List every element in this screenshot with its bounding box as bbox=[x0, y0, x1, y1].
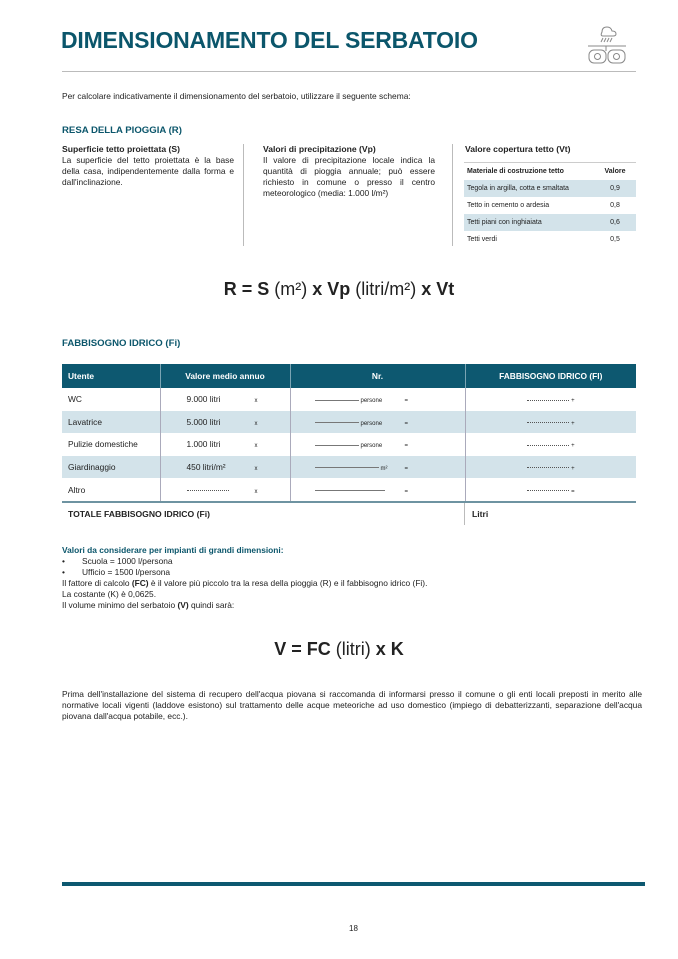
v-bold: (V) bbox=[177, 600, 189, 610]
superficie-title: Superficie tetto proiettata (S) bbox=[62, 144, 180, 154]
list-item: • Scuola = 1000 l/persona bbox=[62, 556, 173, 566]
equals-sign: = bbox=[404, 420, 409, 427]
nr-cell bbox=[290, 388, 465, 411]
col-header-material: Materiale di costruzione tetto bbox=[464, 163, 594, 180]
fabbisogno-input[interactable] bbox=[527, 490, 569, 491]
nr-unit: persone bbox=[360, 398, 383, 405]
table-row bbox=[464, 231, 636, 248]
list-item-text: Ufficio = 1500 l/persona bbox=[82, 567, 171, 577]
fabbisogno-input[interactable] bbox=[527, 400, 569, 401]
precipitazione-title: Valori di precipitazione (Vp) bbox=[263, 144, 376, 154]
material-cell: Tegola in argilla, cotta e smaltata bbox=[464, 180, 594, 197]
page-number: 18 bbox=[349, 924, 358, 933]
formula-s-unit: (m²) bbox=[274, 279, 308, 299]
intro-text: Per calcolare indicativamente il dimensionamento del serbatoio, utilizzare il seguente schema: bbox=[62, 91, 411, 101]
valore-cell bbox=[160, 388, 290, 411]
value-cell: 0,8 bbox=[610, 201, 620, 209]
multiply-sign: x bbox=[254, 488, 258, 495]
nr-input[interactable] bbox=[315, 445, 359, 446]
page-title: DIMENSIONAMENTO DEL SERBATOIO bbox=[61, 27, 478, 53]
formula-v bbox=[0, 639, 678, 660]
valore-cell bbox=[160, 433, 290, 456]
value-cell: 0,9 bbox=[594, 180, 636, 197]
formula-vp: x Vp bbox=[312, 279, 351, 299]
fabbisogno-cell bbox=[465, 456, 636, 479]
valore-text: 9.000 litri bbox=[186, 394, 221, 405]
row-operator: = bbox=[571, 488, 575, 495]
formula-vp-unit: (litri/m²) bbox=[355, 279, 417, 299]
valore-cell bbox=[160, 411, 290, 434]
row-operator: + bbox=[571, 466, 575, 473]
equals-sign: = bbox=[404, 398, 409, 405]
material-cell: Tetti verdi bbox=[467, 235, 497, 243]
value-cell: 0,6 bbox=[594, 214, 636, 231]
precipitazione-text: Il valore di precipitazione locale indica la quantità di pioggia annuale; può essere richiesto in comune o presso il centro meteorologico (media: 1.000 l/m²) bbox=[263, 155, 435, 198]
formula-vt: x Vt bbox=[421, 279, 455, 299]
header-divider bbox=[62, 71, 636, 72]
table-row bbox=[62, 478, 636, 501]
row-operator: + bbox=[571, 398, 575, 405]
valore-cell bbox=[160, 478, 290, 501]
value-cell: 0,5 bbox=[610, 235, 620, 243]
row-operator: + bbox=[571, 443, 575, 450]
nr-input[interactable] bbox=[315, 490, 385, 491]
nr-unit: persone bbox=[360, 443, 383, 450]
table-row bbox=[464, 180, 636, 197]
col-header-fabbisogno: FABBISOGNO IDRICO (FI) bbox=[465, 364, 636, 388]
table-row bbox=[62, 388, 636, 411]
fabbisogno-input[interactable] bbox=[527, 445, 569, 446]
nr-cell bbox=[290, 478, 465, 501]
col-header-utente: Utente bbox=[62, 364, 160, 388]
fabbisogno-input[interactable] bbox=[527, 467, 569, 468]
fabbisogno-input[interactable] bbox=[527, 422, 569, 423]
k-text: La costante (K) è 0,0625. bbox=[62, 589, 157, 599]
precipitazione-block bbox=[263, 144, 435, 199]
rainwater-tank-icon bbox=[582, 22, 632, 66]
fc-pre: Il fattore di calcolo bbox=[62, 578, 132, 588]
valore-text: 1.000 litri bbox=[186, 439, 221, 450]
v-pre: Il volume minimo del serbatoio bbox=[62, 600, 178, 610]
utente-cell: Pulizie domestiche bbox=[62, 433, 160, 456]
nr-input[interactable] bbox=[315, 467, 379, 468]
utente-cell: Lavatrice bbox=[62, 411, 160, 434]
valore-text: 450 litri/m² bbox=[186, 462, 226, 473]
equals-sign: = bbox=[404, 443, 409, 450]
formula-v-left: V = FC bbox=[274, 639, 331, 659]
formula-r bbox=[0, 279, 678, 300]
nr-input[interactable] bbox=[315, 422, 359, 423]
fabbisogno-cell bbox=[465, 433, 636, 456]
nr-cell bbox=[290, 456, 465, 479]
col-header-valore: Valore bbox=[594, 163, 636, 180]
total-row bbox=[62, 501, 636, 524]
large-systems-heading: Valori da considerare per impianti di grandi dimensioni: bbox=[62, 545, 284, 555]
superficie-text: La superficie del tetto proiettata è la base della casa, indipendentemente dalla forma e dall'inclinazione. bbox=[62, 155, 234, 187]
column-divider bbox=[243, 144, 244, 246]
utente-cell: WC bbox=[62, 388, 160, 411]
list-item: • Ufficio = 1500 l/persona bbox=[62, 567, 171, 577]
nr-cell bbox=[290, 433, 465, 456]
formula-v-unit: (litri) bbox=[335, 639, 371, 659]
nr-unit: persone bbox=[360, 420, 383, 427]
fc-post: è il valore più piccolo tra la resa della pioggia (R) e il fabbisogno idrico (Fi). bbox=[148, 578, 428, 588]
copertura-title: Valore copertura tetto (Vt) bbox=[465, 144, 571, 154]
total-label: TOTALE FABBISOGNO IDRICO (Fi) bbox=[68, 509, 210, 519]
valore-cell bbox=[160, 456, 290, 479]
resa-heading: RESA DELLA PIOGGIA (R) bbox=[62, 125, 182, 136]
nr-input[interactable] bbox=[315, 400, 359, 401]
fabbisogno-cell bbox=[465, 411, 636, 434]
material-cell: Tetti piani con inghiaiata bbox=[464, 214, 594, 231]
fabbisogno-cell bbox=[465, 388, 636, 411]
total-divider bbox=[464, 503, 465, 525]
v-text bbox=[62, 600, 642, 611]
formula-r-s: R = S bbox=[223, 279, 270, 299]
col-header-valore: Valore medio annuo bbox=[160, 364, 290, 388]
nr-unit: m² bbox=[380, 466, 388, 473]
equals-sign: = bbox=[404, 488, 409, 495]
note-paragraph: Prima dell'installazione del sistema di recupero dell'acqua piovana si raccomanda di informarsi presso il comune o gli enti locali preposti in merito alle normative locali vigenti (laddove esistono) sul trattamento delle acque meteoriche ad uso domestico (impiego di debatterizzanti, separazione dell'acqua piovana dall'acqua potabile, ecc.). bbox=[62, 689, 642, 721]
superficie-block bbox=[62, 144, 234, 188]
list-item-text: Scuola = 1000 l/persona bbox=[82, 556, 173, 566]
roof-coverage-table bbox=[464, 162, 636, 248]
fc-text bbox=[62, 578, 642, 589]
water-demand-table bbox=[62, 364, 636, 501]
multiply-sign: x bbox=[254, 443, 258, 450]
nr-cell bbox=[290, 411, 465, 434]
material-cell: Tetto in cemento o ardesia bbox=[467, 201, 550, 209]
valore-text: 5.000 litri bbox=[186, 416, 221, 427]
formula-v-right: x K bbox=[375, 639, 404, 659]
fabbisogno-heading: FABBISOGNO IDRICO (Fi) bbox=[62, 338, 181, 349]
utente-cell: Altro bbox=[62, 478, 160, 501]
footer-bar bbox=[62, 882, 645, 886]
multiply-sign: x bbox=[254, 420, 258, 427]
v-post: quindi sarà: bbox=[188, 600, 235, 610]
row-operator: + bbox=[571, 420, 575, 427]
multiply-sign: x bbox=[254, 398, 258, 405]
total-unit: Litri bbox=[472, 509, 489, 519]
col-header-nr: Nr. bbox=[290, 364, 465, 388]
table-row bbox=[62, 456, 636, 479]
multiply-sign: x bbox=[254, 466, 258, 473]
table-row bbox=[464, 214, 636, 231]
large-systems-section bbox=[62, 545, 642, 611]
fabbisogno-cell bbox=[465, 478, 636, 501]
table-row bbox=[464, 197, 636, 214]
table-row bbox=[62, 433, 636, 456]
table-row bbox=[62, 411, 636, 434]
valore-blank[interactable] bbox=[161, 485, 233, 495]
fc-bold: (FC) bbox=[131, 578, 149, 588]
utente-cell: Giardinaggio bbox=[62, 456, 160, 479]
column-divider bbox=[452, 144, 453, 246]
equals-sign: = bbox=[404, 466, 409, 473]
